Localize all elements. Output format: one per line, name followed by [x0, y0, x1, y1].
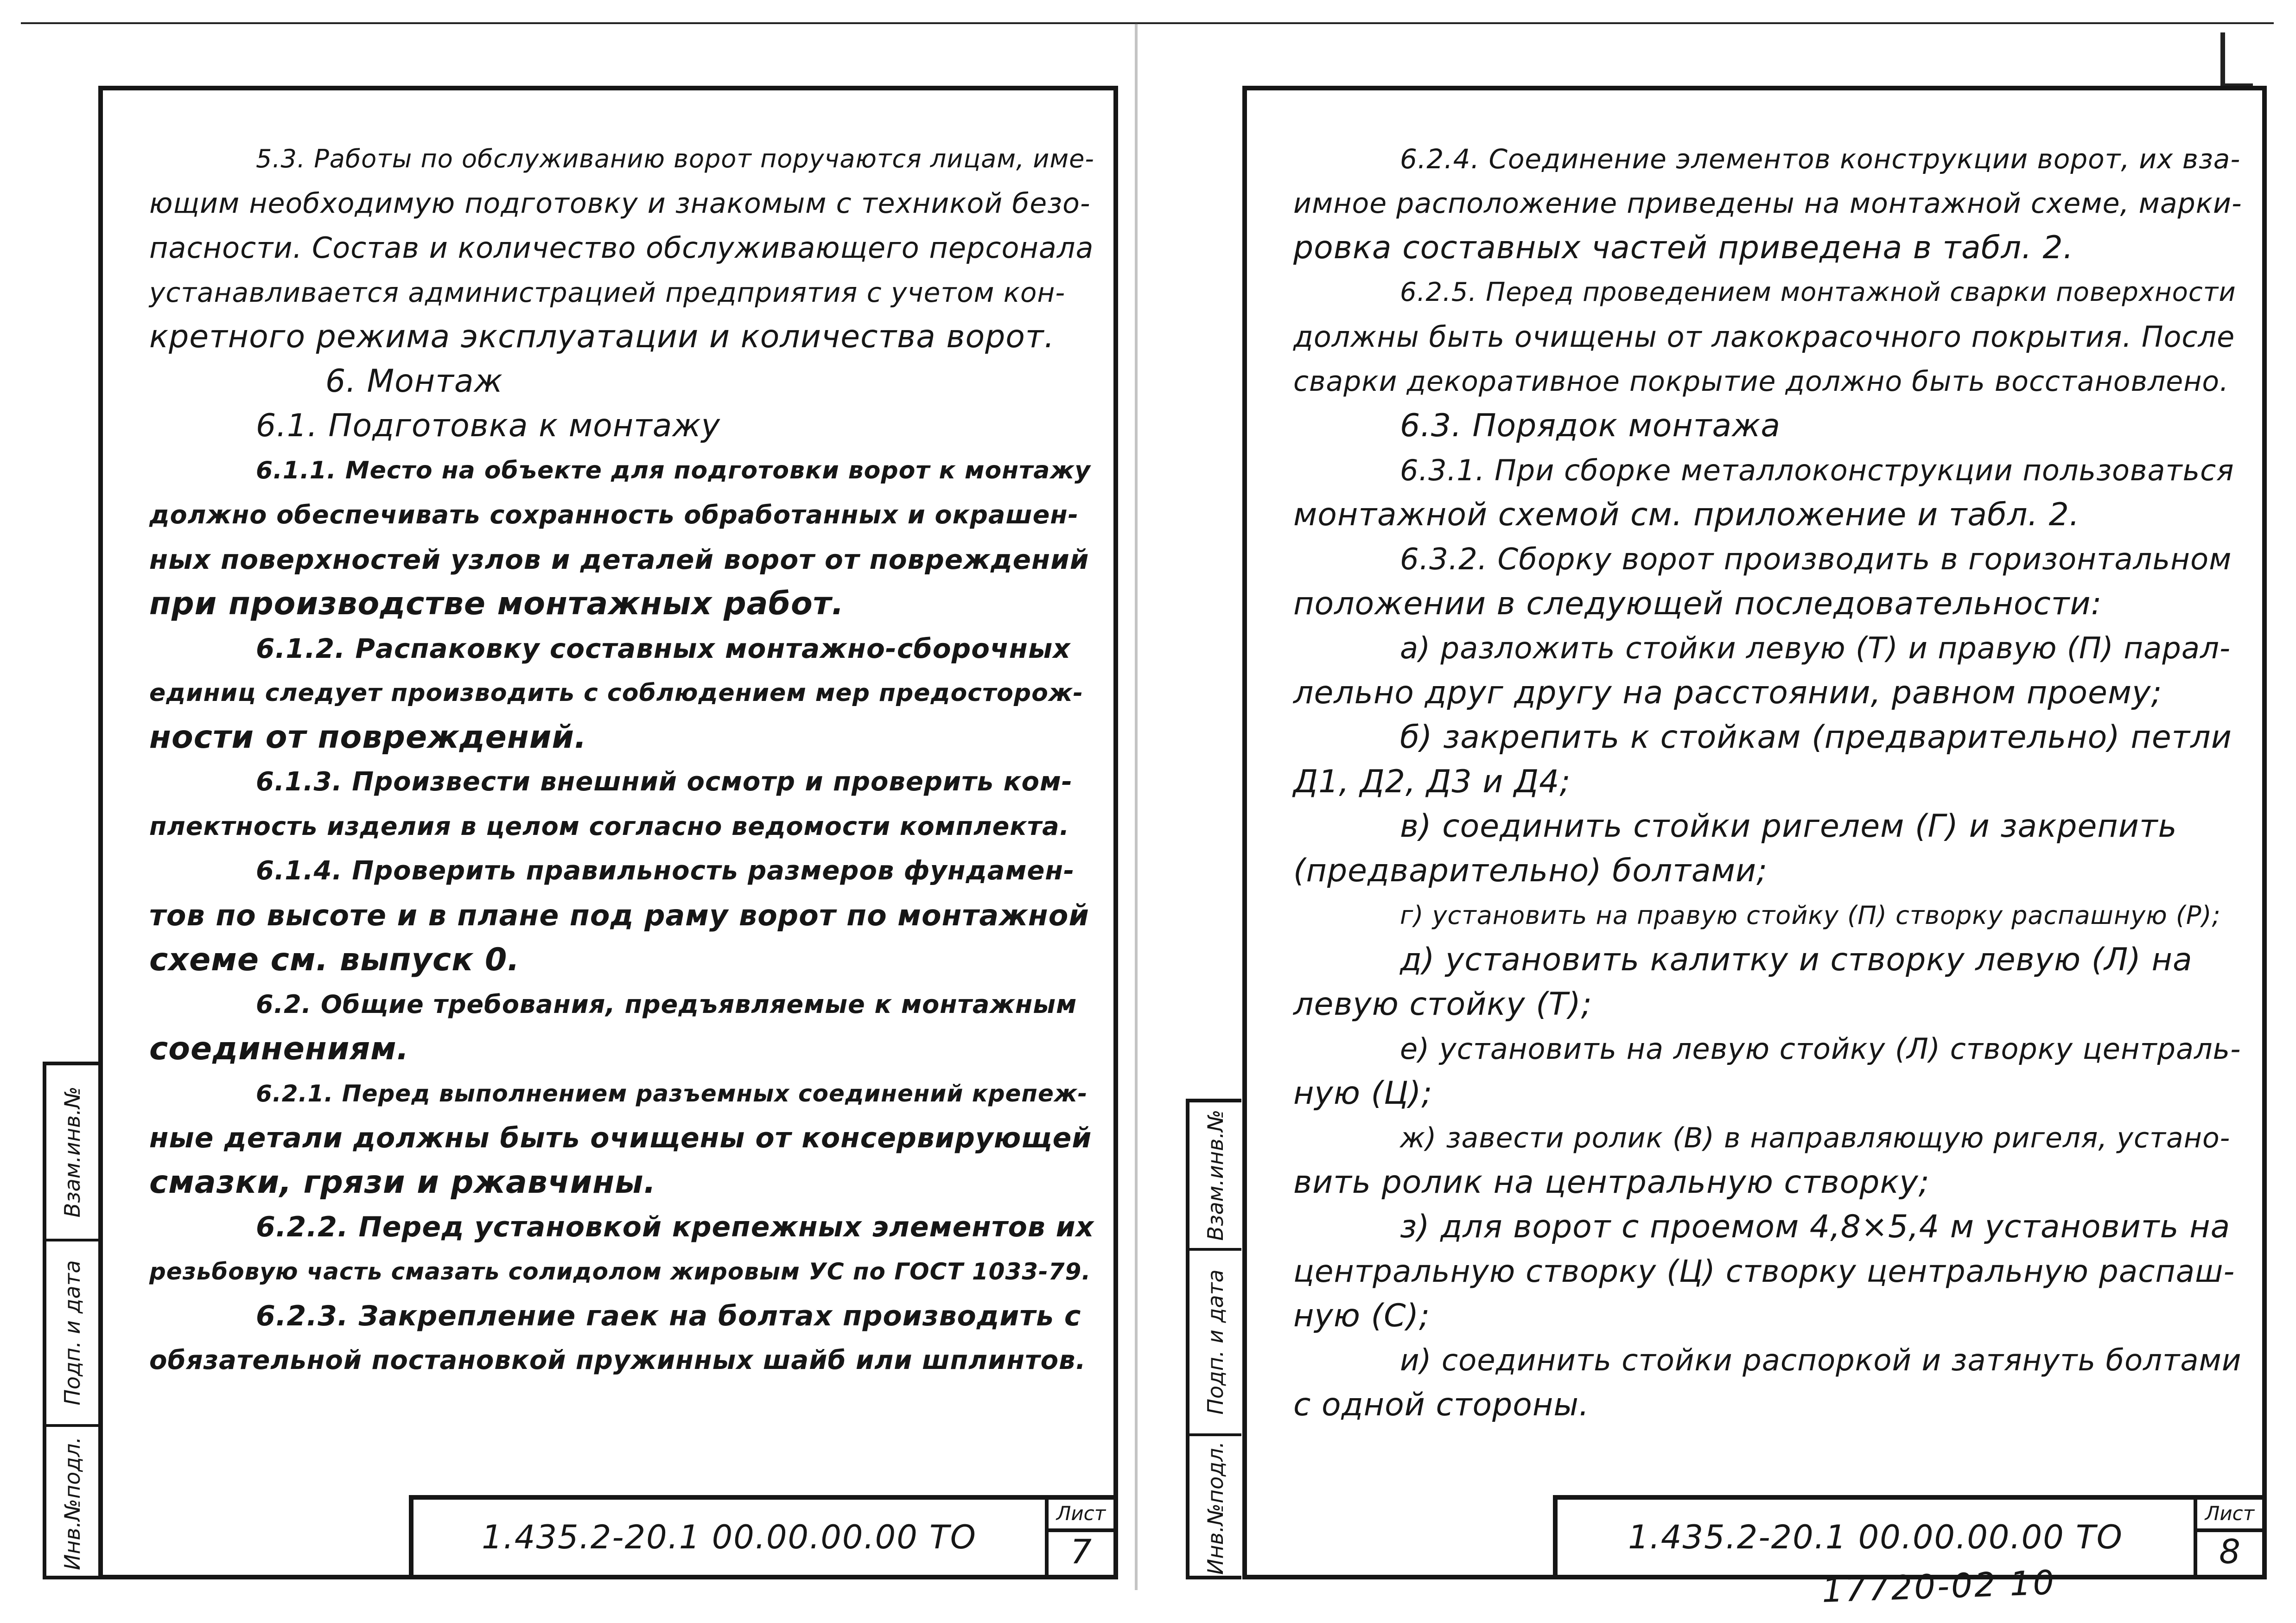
text-line: 6.2.3. Закрепление гаек на болтах производить с — [256, 1300, 1081, 1332]
title-block — [409, 1495, 1118, 1579]
corner-mark — [2220, 32, 2253, 87]
stamp-cell: Подп. и дата — [1189, 1251, 1241, 1436]
subsection-heading: 6.2. Общие требования, предъявляемые к монтажным — [256, 990, 1077, 1019]
text-line: имное расположение приведены на монтажной схеме, марки- — [1293, 187, 2242, 220]
list-item: д) установить калитку и створку левую (Л) на — [1400, 942, 2193, 978]
sheet-7 — [98, 86, 1118, 1579]
stamp-cell: Инв.№подл. — [60, 1436, 85, 1571]
subsection-heading: 6.3. Порядок монтажа — [1400, 407, 1781, 444]
text-line: с одной стороны. — [1293, 1387, 1590, 1423]
text-line: 6.1.1. Место на объекте для подготовки ворот к монтажу — [256, 457, 1091, 484]
document-code: 1.435.2-20.1 00.00.00.00 ТО — [1558, 1500, 2197, 1575]
text-line: плектность изделия в целом согласно ведомости комплекта. — [149, 812, 1070, 841]
list-item: а) разложить стойки левую (Т) и правую (П) парал- — [1400, 631, 2231, 666]
text-line: вить ролик на центральную створку; — [1293, 1164, 1930, 1201]
text-line: ровка составных частей приведена в табл. 2. — [1293, 229, 2074, 266]
list-item: ж) завести ролик (В) в направляющую ригеля, устано- — [1400, 1122, 2231, 1154]
sheet-label: Лист — [1049, 1500, 1113, 1532]
left-margin-stamp — [43, 1062, 98, 1579]
text-line: 6.3.2. Сборку ворот производить в горизонтальном — [1400, 542, 2232, 577]
text-line: схеме см. выпуск 0. — [149, 942, 520, 978]
text-line: 6.2.4. Соединение элементов конструкции ворот, их вза- — [1400, 143, 2241, 175]
text-line: соединениям. — [149, 1031, 409, 1067]
text-line: 6.2.5. Перед проведением монтажной сварки поверхности — [1400, 277, 2236, 307]
sheet-8-text — [1247, 137, 2262, 1427]
text-line: должно обеспечивать сохранность обработанных и окрашен- — [149, 500, 1079, 529]
text-line: 6.2.1. Перед выполнением разъемных соединений крепеж- — [256, 1080, 1088, 1107]
list-item: е) установить на левую стойку (Л) створку централь- — [1400, 1032, 2241, 1066]
text-line: кретного режима эксплуатации и количества ворот. — [149, 318, 1055, 355]
sheet-7-text — [103, 137, 1113, 1383]
text-line: 6.1.4. Проверить правильность размеров фундамен- — [256, 856, 1075, 886]
text-line: ных поверхностей узлов и деталей ворот от повреждений — [149, 544, 1089, 575]
text-line: должны быть очищены от лакокрасочного покрытия. После — [1293, 320, 2235, 354]
text-line: 6.1.2. Распаковку составных монтажно-сборочных — [256, 633, 1071, 664]
stamp-cell: Взам.инв.№ — [1189, 1102, 1241, 1251]
stamp-cell: Инв.№подл. — [1203, 1441, 1228, 1575]
text-line: единиц следует производить с соблюдением мер предосторож- — [149, 679, 1084, 707]
text-line: положении в следующей последовательности: — [1293, 586, 2102, 622]
text-line: пасности. Состав и количество обслуживающего персонала — [149, 231, 1094, 265]
list-item: з) для ворот с проемом 4,8×5,4 м установить на — [1400, 1209, 2231, 1245]
text-line: лельно друг другу на расстоянии, равном проему; — [1293, 675, 2162, 711]
text-line: 6.2.2. Перед установкой крепежных элементов их — [256, 1211, 1094, 1243]
text-line: 5.3. Работы по обслуживанию ворот поручаются лицам, име- — [256, 144, 1094, 173]
list-item: г) установить на правую стойку (П) створку распашную (Р); — [1400, 901, 2221, 930]
text-line: обязательной постановкой пружинных шайб или шплинтов. — [149, 1345, 1086, 1375]
text-line: ную (Ц); — [1293, 1075, 1433, 1112]
document-code: 1.435.2-20.1 00.00.00.00 ТО — [413, 1500, 1049, 1575]
center-fold — [1135, 23, 1138, 1590]
stamp-cell: Подп. и дата — [46, 1241, 98, 1427]
text-line: при производстве монтажных работ. — [149, 586, 844, 622]
text-line: ную (С); — [1293, 1298, 1431, 1334]
text-line: монтажной схемой см. приложение и табл. 2. — [1293, 496, 2080, 533]
sheet-number: 8 — [2219, 1532, 2240, 1571]
sheet-label: Лист — [2197, 1500, 2262, 1532]
list-item: б) закрепить к стойкам (предварительно) петли — [1400, 719, 2232, 756]
list-item: в) соединить стойки ригелем (Г) и закрепить — [1400, 808, 2177, 845]
text-line: сварки декоративное покрытие должно быть восстановлено. — [1293, 365, 2229, 398]
right-margin-stamp — [1186, 1099, 1241, 1579]
text-line: 6.1.3. Произвести внешний осмотр и проверить ком- — [256, 767, 1073, 797]
text-line: левую стойку (Т); — [1293, 986, 1592, 1023]
text-line: тов по высоте и в плане под раму ворот по монтажной — [149, 898, 1089, 932]
text-line: ные детали должны быть очищены от консервирующей — [149, 1122, 1092, 1154]
text-line: 6.3.1. При сборке металлоконструкции пользоваться — [1400, 453, 2234, 487]
archive-number: 17720-02 10 — [1821, 1563, 2057, 1610]
stamp-cell: Взам.инв.№ — [46, 1065, 98, 1241]
text-line: смазки, грязи и ржавчины. — [149, 1164, 656, 1201]
sheet-8 — [1242, 86, 2267, 1579]
subsection-heading: 6.1. Подготовка к монтажу — [256, 407, 720, 444]
text-line: центральную створку (Ц) створку центральную распаш- — [1293, 1254, 2235, 1289]
text-line: резьбовую часть смазать солидолом жировым УС по ГОСТ 1033-79. — [149, 1258, 1091, 1285]
section-heading: 6. Монтаж — [325, 363, 503, 400]
text-line: ности от повреждений. — [149, 719, 587, 756]
text-line: (предварительно) болтами; — [1293, 853, 1768, 889]
text-line: устанавливается администрацией предприятия с учетом кон- — [149, 277, 1066, 308]
text-line: ющим необходимую подготовку и знакомым с техникой безо- — [149, 187, 1091, 220]
list-item: и) соединить стойки распоркой и затянуть болтами — [1400, 1343, 2242, 1378]
sheet-number: 7 — [1070, 1532, 1092, 1571]
title-block — [1553, 1495, 2267, 1579]
text-line: Д1, Д2, Д3 и Д4; — [1293, 764, 1571, 800]
